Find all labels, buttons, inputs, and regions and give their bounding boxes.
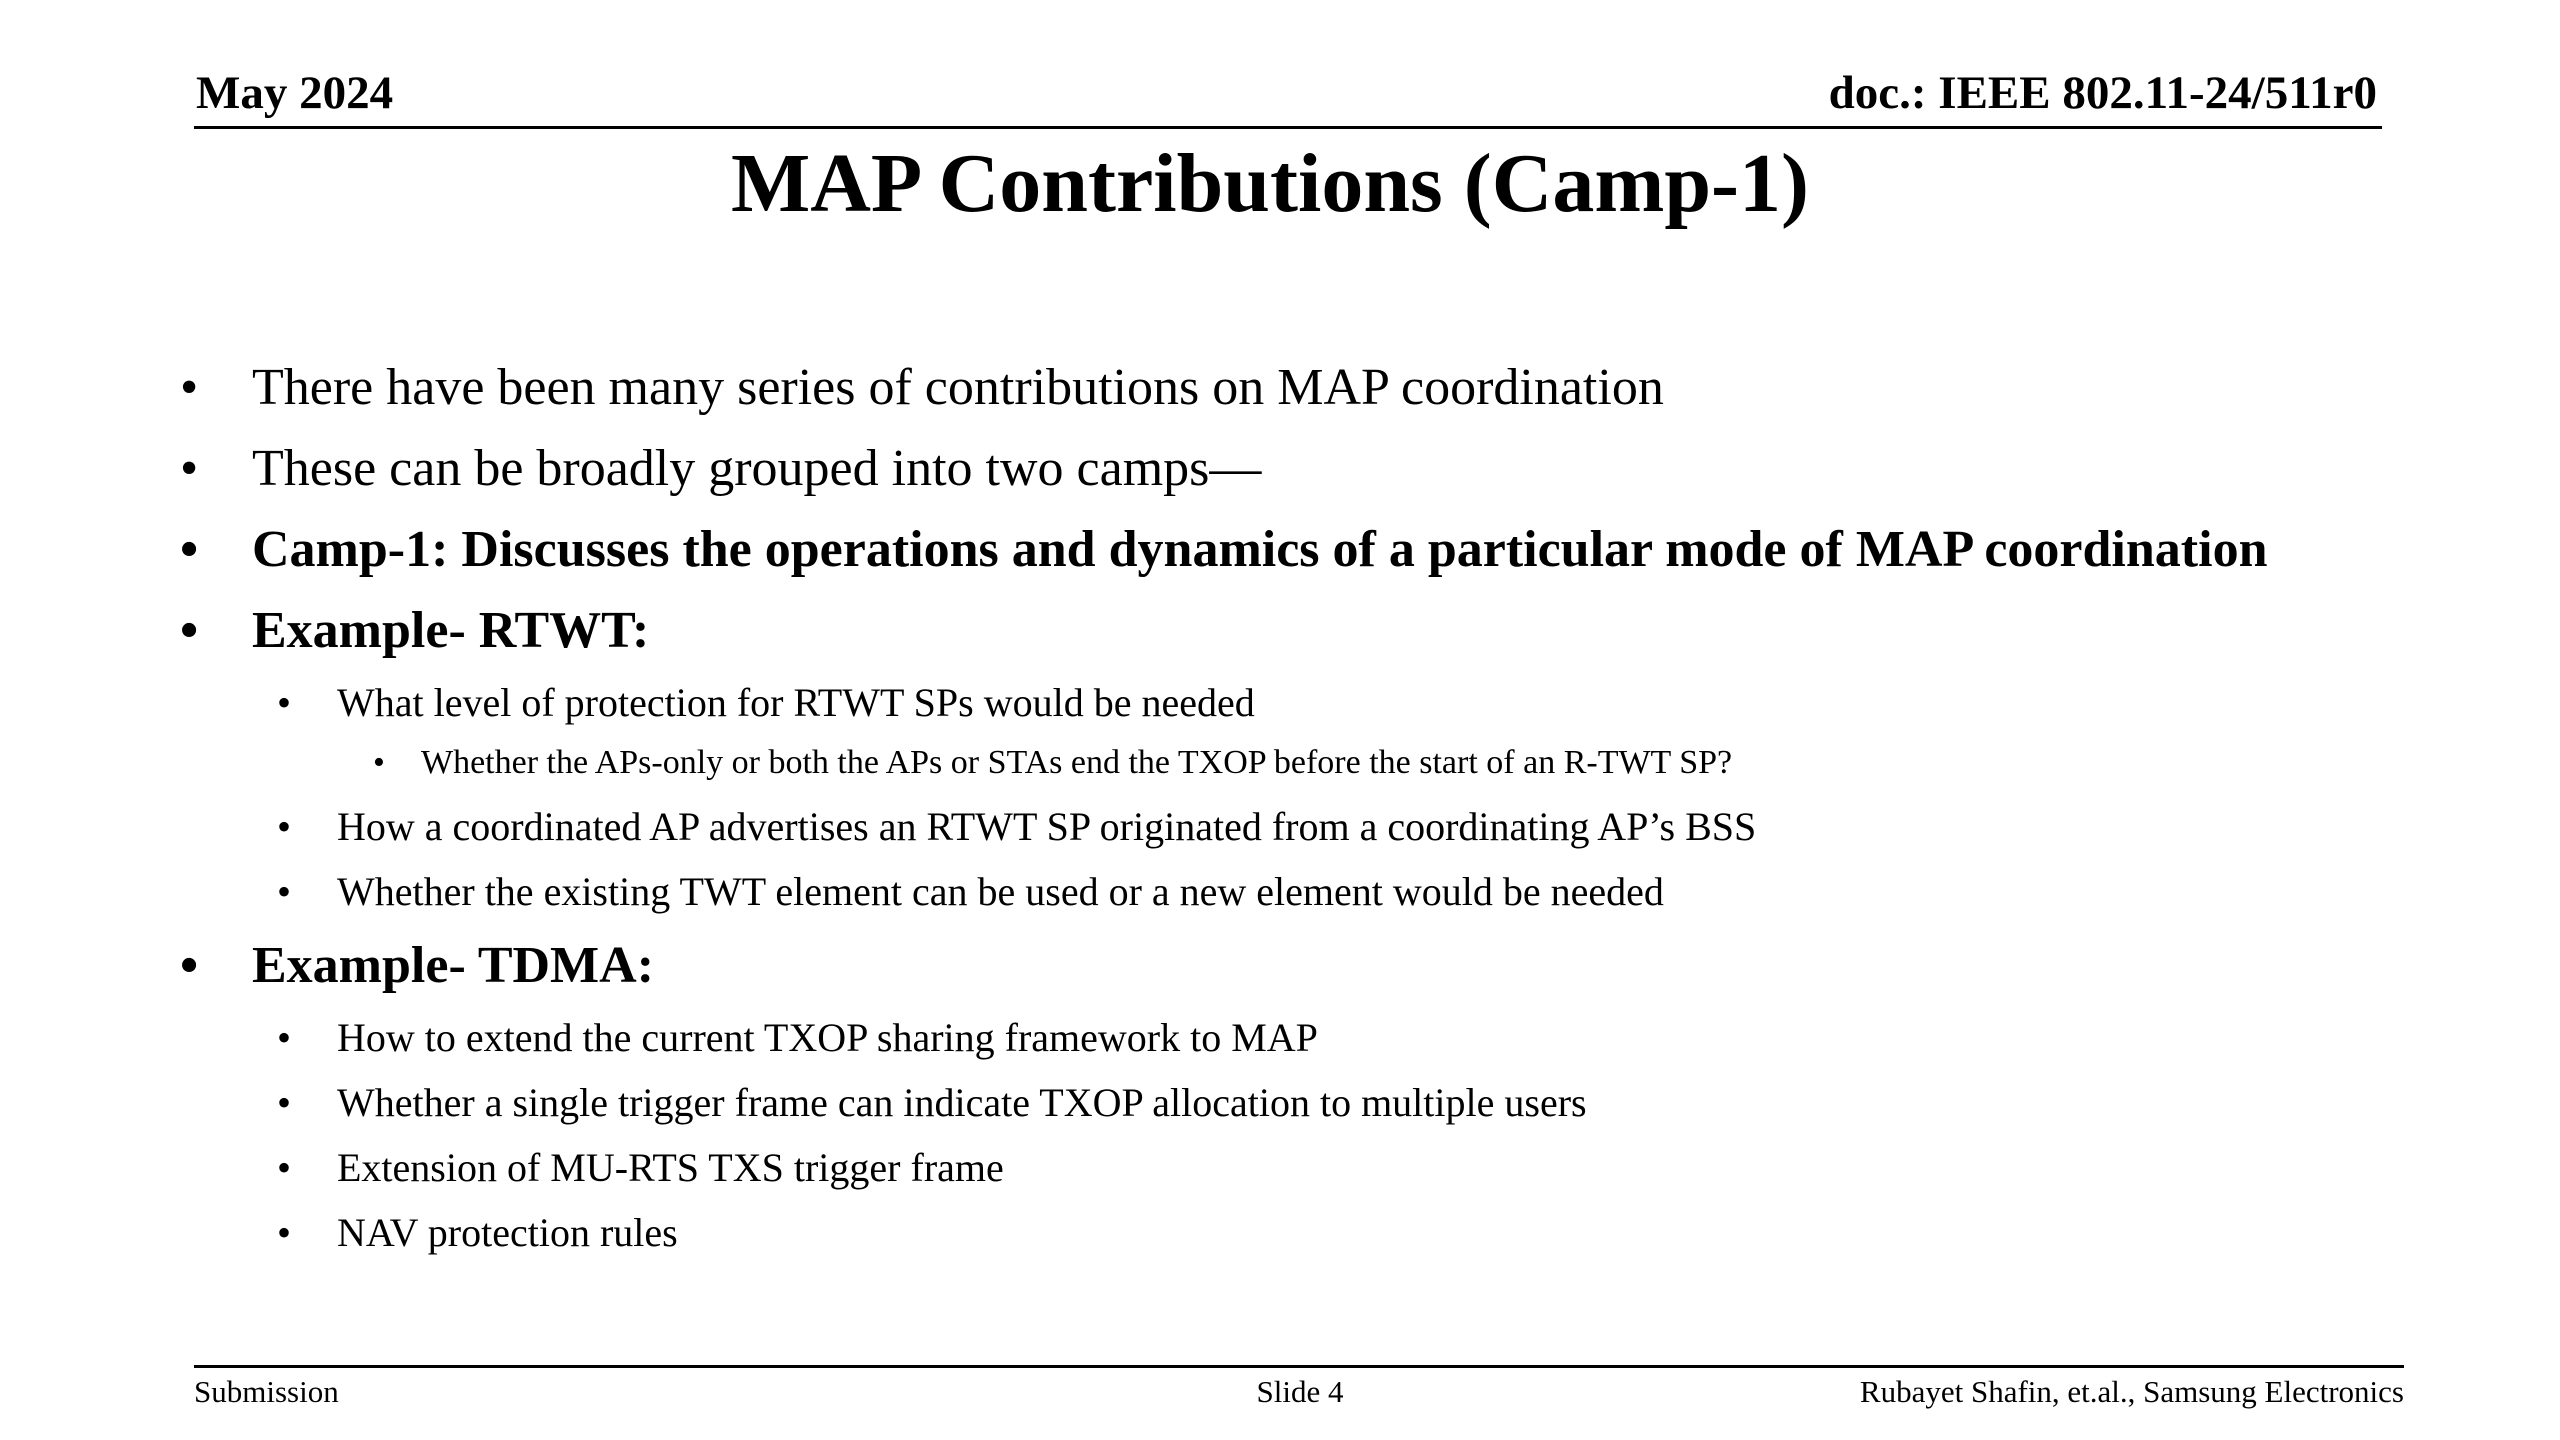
bullet-text: How a coordinated AP advertises an RTWT SP originated from a coordinating AP’s BSS — [337, 804, 1757, 849]
footer-divider — [194, 1365, 2404, 1368]
sub-bullet-item — [277, 869, 1664, 914]
bullet-text: What level of protection for RTWT SPs would be needed — [337, 680, 1255, 725]
bullet-text: Camp-1: Discusses the operations and dynamics of a particular mode of MAP coordination — [252, 521, 2268, 578]
footer-slide-number: Slide 4 — [1256, 1374, 1344, 1409]
bullet-item — [180, 440, 1262, 497]
bullet-text: Example- TDMA: — [252, 937, 655, 994]
sub-bullet-item — [277, 1145, 1004, 1190]
bullet-dot: • — [373, 744, 385, 781]
sub-bullet-item — [277, 804, 1757, 849]
sub-bullet-item — [277, 1080, 1587, 1125]
bullet-dot: • — [180, 359, 199, 416]
bullet-dot: • — [277, 680, 292, 725]
bullet-text: Whether a single trigger frame can indicate TXOP allocation to multiple users — [337, 1080, 1587, 1125]
bullet-text: Whether the existing TWT element can be used or a new element would be needed — [337, 869, 1664, 914]
footer-submission: Submission — [194, 1374, 339, 1409]
bullet-text: Extension of MU-RTS TXS trigger frame — [337, 1145, 1004, 1190]
bullet-dot: • — [277, 1080, 292, 1125]
bullet-item — [180, 521, 2268, 578]
bullet-dot: • — [277, 804, 292, 849]
bullet-text: These can be broadly grouped into two camps— — [252, 440, 1262, 497]
header-date: May 2024 — [196, 67, 394, 119]
bullet-dot: • — [277, 1210, 292, 1255]
bullet-text: Example- RTWT: — [252, 602, 650, 659]
bullet-dot: • — [180, 602, 199, 659]
bullet-text: NAV protection rules — [337, 1210, 678, 1255]
bullet-text: How to extend the current TXOP sharing framework to MAP — [337, 1015, 1318, 1060]
footer-authors: Rubayet Shafin, et.al., Samsung Electronics — [1859, 1374, 2404, 1409]
bullet-dot: • — [277, 869, 292, 914]
header-doc-id: doc.: IEEE 802.11-24/511r0 — [1828, 67, 2377, 119]
slide-title: MAP Contributions (Camp-1) — [730, 137, 1809, 230]
bullet-dot: • — [180, 521, 199, 578]
bullet-item — [180, 359, 1664, 416]
bullet-item — [180, 602, 650, 659]
sub-bullet-item — [277, 1015, 1318, 1060]
bullet-text: Whether the APs-only or both the APs or STAs end the TXOP before the start of an R-TWT SP? — [421, 744, 1733, 781]
bullet-text: There have been many series of contributions on MAP coordination — [252, 359, 1664, 416]
bullet-item — [180, 937, 655, 994]
bullet-dot: • — [277, 1015, 292, 1060]
sub-bullet-item — [277, 680, 1255, 725]
sub-sub-bullet-item — [373, 744, 1733, 781]
bullet-dot: • — [277, 1145, 292, 1190]
sub-bullet-item — [277, 1210, 678, 1255]
bullet-dot: • — [180, 937, 199, 994]
bullet-dot: • — [180, 440, 199, 497]
